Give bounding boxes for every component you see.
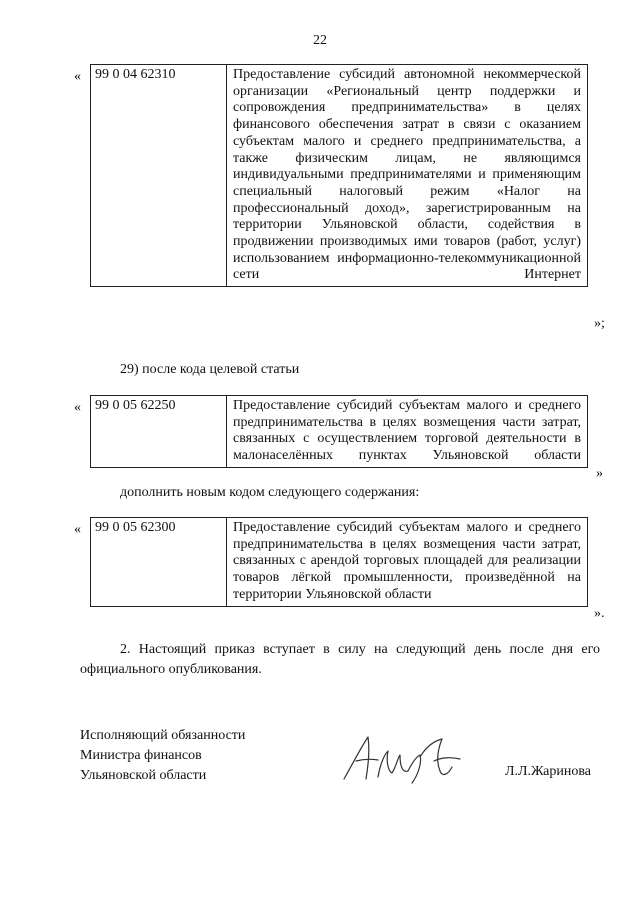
close-quote-3: ». xyxy=(594,606,605,621)
open-quote-2: « xyxy=(74,400,81,415)
table-row xyxy=(91,518,588,607)
add-code-line: дополнить новым кодом следующего содержания: xyxy=(120,485,420,500)
item-29: 29) после кода целевой статьи xyxy=(120,362,300,377)
table-row xyxy=(91,396,588,468)
signatory-name: Л.Л.Жаринова xyxy=(505,764,592,779)
page-number: 22 xyxy=(313,33,327,48)
article-description: Предоставление субсидий субъектам малого и среднего предпринимательства в целях возмещения части затрат, связанных с арендой торговых площадей для реализации товаров лёгкой промышленности, произведённой на территории Ульяновской области xyxy=(227,518,588,607)
open-quote-3: « xyxy=(74,522,81,537)
signatory-line-3: Ульяновской области xyxy=(80,768,207,783)
close-quote-2: » xyxy=(596,466,603,481)
article-description: Предоставление субсидий субъектам малого и среднего предпринимательства в целях возмещения части затрат, связанных с осуществлением торговой деятельности в малонаселённых пунктах Ульяновской области xyxy=(227,396,588,468)
article-description: Предоставление субсидий автономной некоммерческой организации «Региональный центр поддержки и сопровождения предпринимательства» в целях финансового обеспечения затрат в связи с оказанием субъектам малого и среднего предпринимательства, а также физическим лицам, не являющимся индивидуальными предпринимателями и применяющим специальный налоговый режим «Налог на профессиональный доход», зарегистрированным на территории Ульяновской области, содействия в продвижении производимых ими товаров (работ, услуг) использованием информационно-телекоммуникационной сети Интернет xyxy=(227,65,588,287)
target-article-table-1 xyxy=(90,64,588,287)
table-row xyxy=(91,65,588,287)
article-code: 99 0 04 62310 xyxy=(91,65,227,287)
paragraph-2: 2. Настоящий приказ вступает в силу на следующий день после дня его официального опубликования. xyxy=(80,642,600,677)
article-code: 99 0 05 62300 xyxy=(91,518,227,607)
signatory-line-2: Министра финансов xyxy=(80,748,202,763)
close-quote-1: »; xyxy=(594,316,605,331)
target-article-table-2 xyxy=(90,395,588,468)
signatory-position xyxy=(80,726,245,786)
article-code: 99 0 05 62250 xyxy=(91,396,227,468)
open-quote-1: « xyxy=(74,69,81,84)
handwritten-signature xyxy=(338,727,466,787)
target-article-table-3 xyxy=(90,517,588,607)
signatory-line-1: Исполняющий обязанности xyxy=(80,728,246,743)
